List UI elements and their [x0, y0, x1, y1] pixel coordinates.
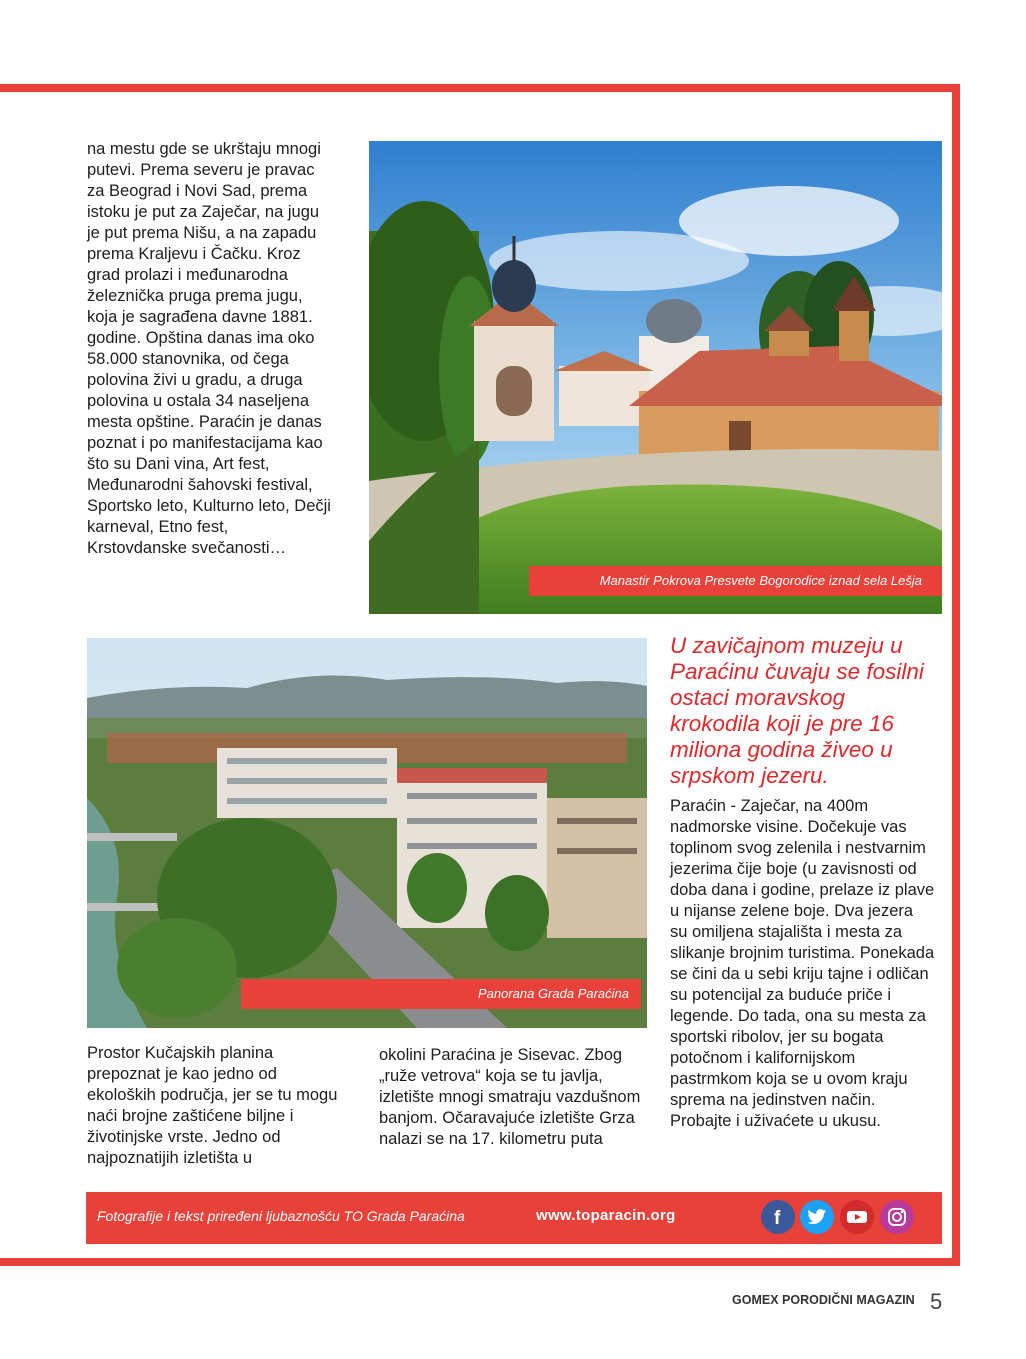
article-text-kucaj-mountains: Prostor Kučajskih planina prepoznat je kao jedno od ekoloških područja, jer se tu mogu naći brojne zaštićene biljne i životinjske vrste. Jedno od najpoznatijih izletišta u: [87, 1044, 338, 1167]
instagram-icon[interactable]: [880, 1200, 914, 1234]
page-number: 5: [930, 1289, 943, 1314]
monastery-photo: [369, 141, 942, 614]
article-text-intro: na mestu gde se ukrštaju mnogi putevi. Prema severu je pravac za Beograd i Novi Sad, prema istoku je put za Zaječar, na jugu je put prema Nišu, a na zapadu prema Kraljevu i Čačku. Kroz grad prolazi i međunarodna železnička pruga prema jugu, koja je sagrađena davne 1881. godine. Opština danas ima oko 58.000 stanovnika, od čega polovina živi u gradu, a druga polovina u ostala 34 naseljena mesta opštine. Paraćin je danas poznat i po manifestacijama kao što su Dani vina, Art fest, Međunarodni šahovski festival, Sportsko leto, Kulturno leto, Dečji karneval, Etno fest, Krstovdanske svečanosti…: [87, 140, 331, 557]
youtube-icon[interactable]: [840, 1200, 874, 1234]
facebook-icon[interactable]: [761, 1200, 795, 1234]
city-panorama-caption: Panorana Grada Paraćina: [241, 979, 641, 1009]
monastery-photo-caption: Manastir Pokrova Presvete Bogorodice iznad sela Lešja: [529, 566, 942, 596]
website-link[interactable]: www.toparacin.org: [536, 1207, 676, 1224]
article-text-lakes: Paraćin - Zaječar, na 400m nadmorske visine. Dočekuje vas toplinom svog zelenila i nestvarnim jezerima čije boje (u zavisnosti od doba dana i godine, prelaze iz plave u nijanse zelene boje. Dva jezera su omiljena stajališta i mesta za slikanje brojnim turistima. Ponekada se čini da u sebi kriju tajne i odličan su potencijal za buduće priče i legende. Do tada, ona su mesta za sportski ribolov, jer su bogata potočnom i kalifornijskom pastrmkom koja se u ovom kraju sprema na jedinstven način. Probajte i uživaćete u ukusu.: [670, 797, 935, 1130]
credits-footer-bar: [86, 1192, 942, 1244]
city-panorama-photo: [87, 638, 647, 1028]
pull-quote: U zavičajnom muzeju u Paraćinu čuvaju se fosilni ostaci moravskog krokodila koji je pre 16 miliona godina živeo u srpskom jezeru.: [670, 633, 924, 788]
photo-credit-text: Fotografije i tekst priređeni ljubaznošću TO Grada Paraćina: [97, 1208, 465, 1224]
article-text-sisevac: okolini Paraćina je Sisevac. Zbog „ruže vetrova“ koja se tu javlja, izletište mnogi smatraju vazdušnom banjom. Očaravajuće izletište Grza nalazi se na 17. kilometru puta: [379, 1046, 641, 1148]
twitter-icon[interactable]: [800, 1200, 834, 1234]
magazine-name: GOMEX PORODIČNI MAGAZIN: [732, 1293, 915, 1307]
svg-text:f: f: [774, 1208, 781, 1227]
